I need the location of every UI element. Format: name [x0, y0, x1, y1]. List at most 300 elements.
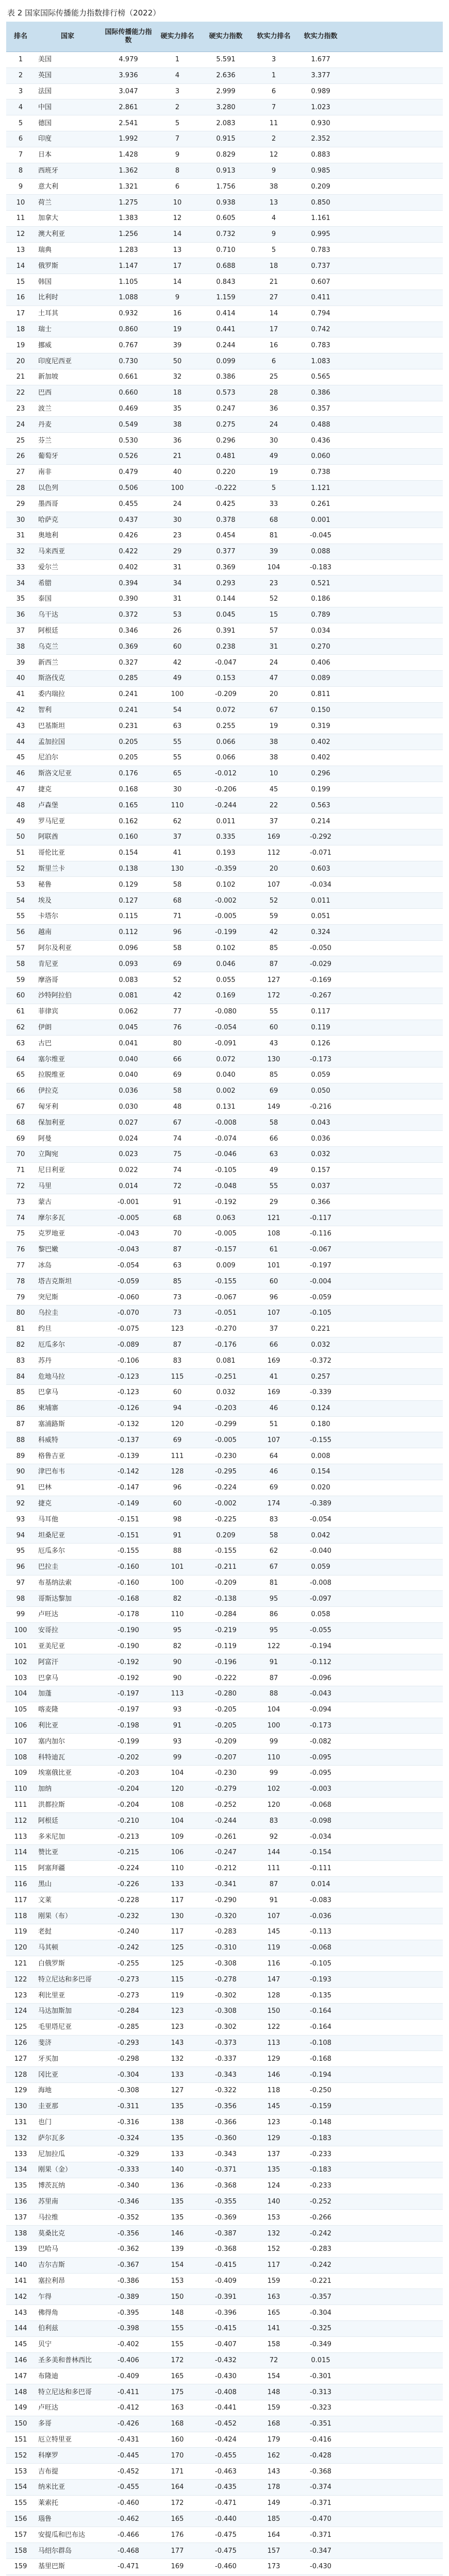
- cell-empty: [347, 1480, 443, 1496]
- cell-country: 南非: [35, 464, 100, 480]
- cell-hard-rank: 117: [157, 1892, 198, 1908]
- cell-index: -0.147: [100, 1480, 157, 1496]
- cell-soft-index: -0.168: [294, 2051, 347, 2067]
- cell-soft-rank: 164: [254, 2527, 294, 2543]
- ranking-table: [6, 22, 443, 2576]
- cell-country: 苏丹: [35, 1353, 100, 1369]
- table-row: [6, 861, 443, 877]
- cell-soft-index: -0.250: [294, 2083, 347, 2099]
- cell-soft-index: -0.194: [294, 2067, 347, 2083]
- cell-index: -0.452: [100, 2464, 157, 2480]
- table-row: [6, 2194, 443, 2210]
- cell-hard-rank: 1: [157, 52, 198, 68]
- cell-country: 加拿大: [35, 210, 100, 226]
- cell-rank: 127: [6, 2051, 35, 2067]
- cell-soft-index: -0.470: [294, 2511, 347, 2527]
- cell-hard-rank: 110: [157, 798, 198, 814]
- cell-hard-index: -0.471: [198, 2495, 254, 2511]
- table-row: [6, 2464, 443, 2480]
- table-row: [6, 226, 443, 242]
- cell-soft-index: -0.098: [294, 1813, 347, 1829]
- cell-index: 0.241: [100, 702, 157, 718]
- cell-index: 0.205: [100, 750, 157, 766]
- cell-rank: 65: [6, 1067, 35, 1083]
- cell-index: -0.228: [100, 1892, 157, 1908]
- cell-rank: 93: [6, 1512, 35, 1528]
- cell-soft-index: 0.037: [294, 1178, 347, 1194]
- cell-rank: 101: [6, 1638, 35, 1654]
- cell-soft-index: 0.180: [294, 1416, 347, 1432]
- cell-rank: 102: [6, 1654, 35, 1670]
- cell-soft-rank: 128: [254, 1988, 294, 2004]
- cell-rank: 45: [6, 750, 35, 766]
- cell-soft-rank: 121: [254, 1210, 294, 1226]
- cell-country: 危地马拉: [35, 1369, 100, 1385]
- cell-country: 斯洛伐克: [35, 671, 100, 687]
- table-row: [6, 1543, 443, 1559]
- cell-index: 0.469: [100, 401, 157, 417]
- cell-hard-index: -0.054: [198, 1020, 254, 1036]
- cell-soft-index: -0.112: [294, 1654, 347, 1670]
- table-row: [6, 1496, 443, 1512]
- cell-soft-index: 0.357: [294, 401, 347, 417]
- cell-empty: [347, 1020, 443, 1036]
- cell-soft-index: -0.416: [294, 2432, 347, 2448]
- cell-soft-rank: 178: [254, 2479, 294, 2495]
- cell-soft-index: -0.347: [294, 2543, 347, 2559]
- cell-hard-rank: 9: [157, 290, 198, 306]
- cell-empty: [347, 2083, 443, 2099]
- cell-empty: [347, 2527, 443, 2543]
- cell-soft-index: -0.095: [294, 1750, 347, 1766]
- cell-soft-index: 0.386: [294, 385, 347, 401]
- cell-empty: [347, 480, 443, 496]
- cell-soft-index: -0.371: [294, 2495, 347, 2511]
- cell-soft-rank: 72: [254, 2352, 294, 2368]
- cell-empty: [347, 1797, 443, 1813]
- cell-index: -0.226: [100, 1876, 157, 1892]
- cell-country: 肯尼亚: [35, 956, 100, 972]
- cell-rank: 120: [6, 1940, 35, 1956]
- cell-soft-index: 1.161: [294, 210, 347, 226]
- cell-empty: [347, 1813, 443, 1829]
- cell-rank: 63: [6, 1036, 35, 1052]
- cell-index: -0.213: [100, 1829, 157, 1845]
- cell-hard-rank: 163: [157, 2400, 198, 2416]
- cell-hard-rank: 88: [157, 1543, 198, 1559]
- cell-rank: 13: [6, 242, 35, 258]
- cell-soft-index: 0.186: [294, 591, 347, 607]
- cell-soft-index: -0.183: [294, 2130, 347, 2146]
- cell-soft-index: -0.267: [294, 988, 347, 1004]
- cell-soft-index: 0.411: [294, 290, 347, 306]
- cell-empty: [347, 2098, 443, 2114]
- cell-empty: [347, 448, 443, 464]
- cell-soft-index: -0.374: [294, 2479, 347, 2495]
- cell-index: -0.352: [100, 2210, 157, 2226]
- cell-index: 0.285: [100, 671, 157, 687]
- cell-country: 喀麦隆: [35, 1702, 100, 1718]
- cell-country: 安提瓜和巴布达: [35, 2527, 100, 2543]
- cell-index: 0.040: [100, 1052, 157, 1067]
- cell-empty: [347, 1226, 443, 1242]
- cell-empty: [347, 1337, 443, 1353]
- cell-hard-index: -0.244: [198, 798, 254, 814]
- cell-empty: [347, 131, 443, 147]
- cell-country: 吉尔吉斯: [35, 2257, 100, 2273]
- cell-country: 多米尼加: [35, 1829, 100, 1845]
- cell-soft-rank: 145: [254, 1924, 294, 1940]
- cell-hard-rank: 73: [157, 1305, 198, 1321]
- cell-index: -0.273: [100, 1988, 157, 2004]
- cell-hard-rank: 40: [157, 464, 198, 480]
- cell-hard-index: -0.359: [198, 861, 254, 877]
- cell-soft-rank: 102: [254, 1781, 294, 1797]
- table-row: [6, 2130, 443, 2146]
- cell-hard-index: 0.377: [198, 544, 254, 560]
- cell-country: 斐济: [35, 2035, 100, 2051]
- cell-hard-rank: 18: [157, 385, 198, 401]
- cell-soft-rank: 107: [254, 1908, 294, 1924]
- cell-rank: 82: [6, 1337, 35, 1353]
- cell-hard-rank: 69: [157, 1432, 198, 1448]
- cell-rank: 95: [6, 1543, 35, 1559]
- cell-country: 泰国: [35, 591, 100, 607]
- cell-soft-index: 0.011: [294, 893, 347, 909]
- cell-hard-index: 0.032: [198, 1384, 254, 1400]
- cell-hard-index: -0.209: [198, 686, 254, 702]
- cell-country: 墨西哥: [35, 496, 100, 512]
- cell-hard-index: -0.435: [198, 2479, 254, 2495]
- cell-index: -0.411: [100, 2384, 157, 2400]
- cell-rank: 69: [6, 1131, 35, 1147]
- cell-index: -0.402: [100, 2336, 157, 2352]
- cell-empty: [347, 1162, 443, 1178]
- cell-hard-rank: 48: [157, 1099, 198, 1115]
- cell-hard-rank: 5: [157, 115, 198, 131]
- cell-country: 亚美尼亚: [35, 1638, 100, 1654]
- cell-empty: [347, 1290, 443, 1306]
- cell-soft-index: -0.313: [294, 2384, 347, 2400]
- table-row: [6, 750, 443, 766]
- cell-index: -0.311: [100, 2098, 157, 2114]
- cell-index: -0.333: [100, 2162, 157, 2178]
- table-row: [6, 1290, 443, 1306]
- cell-rank: 155: [6, 2495, 35, 2511]
- cell-index: -0.412: [100, 2400, 157, 2416]
- cell-soft-index: -0.059: [294, 1290, 347, 1306]
- cell-soft-rank: 2: [254, 131, 294, 147]
- cell-empty: [347, 1512, 443, 1528]
- table-row: [6, 988, 443, 1004]
- cell-soft-rank: 19: [254, 464, 294, 480]
- cell-soft-rank: 95: [254, 1591, 294, 1607]
- cell-country: 中国: [35, 99, 100, 115]
- cell-hard-index: 0.391: [198, 623, 254, 639]
- cell-soft-rank: 85: [254, 1067, 294, 1083]
- table-row: [6, 893, 443, 909]
- cell-rank: 70: [6, 1146, 35, 1162]
- cell-empty: [347, 385, 443, 401]
- cell-empty: [347, 1353, 443, 1369]
- cell-hard-rank: 168: [157, 2416, 198, 2432]
- cell-empty: [347, 639, 443, 655]
- cell-hard-rank: 38: [157, 417, 198, 433]
- cell-hard-index: -0.280: [198, 1686, 254, 1702]
- cell-empty: [347, 814, 443, 829]
- cell-empty: [347, 2543, 443, 2559]
- cell-hard-index: -0.002: [198, 1496, 254, 1512]
- cell-soft-index: -0.349: [294, 2336, 347, 2352]
- cell-hard-rank: 30: [157, 512, 198, 528]
- cell-empty: [347, 544, 443, 560]
- cell-rank: 133: [6, 2146, 35, 2162]
- cell-soft-rank: 137: [254, 2146, 294, 2162]
- cell-soft-index: -0.283: [294, 2241, 347, 2257]
- cell-rank: 10: [6, 195, 35, 211]
- cell-soft-index: 0.521: [294, 575, 347, 591]
- cell-rank: 75: [6, 1226, 35, 1242]
- cell-soft-index: -0.004: [294, 1274, 347, 1290]
- cell-empty: [347, 655, 443, 671]
- cell-soft-index: -0.173: [294, 1718, 347, 1734]
- cell-soft-index: -0.111: [294, 1860, 347, 1876]
- table-row: [6, 2098, 443, 2114]
- cell-hard-index: -0.360: [198, 2130, 254, 2146]
- table-row: [6, 2558, 443, 2574]
- cell-hard-index: -0.356: [198, 2098, 254, 2114]
- cell-country: 黑山: [35, 1876, 100, 1892]
- table-row: [6, 1448, 443, 1464]
- cell-empty: [347, 2416, 443, 2432]
- table-row: [6, 1400, 443, 1416]
- cell-rank: 154: [6, 2479, 35, 2495]
- cell-index: 0.045: [100, 1020, 157, 1036]
- cell-index: 1.428: [100, 147, 157, 163]
- cell-soft-rank: 140: [254, 2194, 294, 2210]
- cell-index: 1.362: [100, 163, 157, 179]
- cell-soft-rank: 135: [254, 2162, 294, 2178]
- cell-index: 0.661: [100, 369, 157, 385]
- cell-hard-index: 0.573: [198, 385, 254, 401]
- cell-hard-index: 0.414: [198, 306, 254, 321]
- cell-country: 乌拉圭: [35, 1305, 100, 1321]
- table-row: [6, 2527, 443, 2543]
- cell-hard-index: -0.341: [198, 1876, 254, 1892]
- cell-country: 奥地利: [35, 528, 100, 544]
- cell-hard-index: -0.225: [198, 1512, 254, 1528]
- cell-rank: 9: [6, 179, 35, 195]
- cell-empty: [347, 496, 443, 512]
- cell-soft-rank: 127: [254, 972, 294, 988]
- cell-soft-rank: 37: [254, 1321, 294, 1337]
- cell-rank: 61: [6, 1004, 35, 1020]
- cell-index: 1.147: [100, 258, 157, 274]
- cell-empty: [347, 163, 443, 179]
- cell-empty: [347, 2511, 443, 2527]
- table-row: [6, 2479, 443, 2495]
- cell-soft-rank: 52: [254, 893, 294, 909]
- cell-hard-index: -0.047: [198, 655, 254, 671]
- cell-soft-index: 0.270: [294, 639, 347, 655]
- cell-hard-index: 0.193: [198, 845, 254, 861]
- cell-soft-rank: 150: [254, 2004, 294, 2020]
- cell-hard-index: -0.283: [198, 1924, 254, 1940]
- cell-rank: 76: [6, 1242, 35, 1258]
- cell-soft-rank: 81: [254, 1575, 294, 1591]
- cell-country: 意大利: [35, 179, 100, 195]
- cell-empty: [347, 718, 443, 734]
- col-header-rank: 排名: [6, 22, 35, 52]
- col-header-soft-index: 软实力指数: [294, 22, 347, 52]
- cell-hard-rank: 94: [157, 1400, 198, 1416]
- cell-soft-index: -0.183: [294, 560, 347, 575]
- cell-soft-rank: 59: [254, 909, 294, 925]
- table-row: [6, 1384, 443, 1400]
- table-row: [6, 909, 443, 925]
- cell-empty: [347, 258, 443, 274]
- cell-empty: [347, 734, 443, 750]
- cell-soft-rank: 153: [254, 2210, 294, 2226]
- cell-soft-index: 0.032: [294, 1146, 347, 1162]
- cell-soft-rank: 58: [254, 1528, 294, 1544]
- table-row: [6, 417, 443, 433]
- cell-rank: 159: [6, 2558, 35, 2574]
- cell-hard-index: -0.205: [198, 1702, 254, 1718]
- cell-country: 阿根廷: [35, 1813, 100, 1829]
- cell-empty: [347, 2019, 443, 2035]
- cell-country: 突尼斯: [35, 1290, 100, 1306]
- cell-country: 利比亚: [35, 1718, 100, 1734]
- cell-empty: [347, 1099, 443, 1115]
- cell-index: 0.027: [100, 1115, 157, 1131]
- cell-country: 韩国: [35, 274, 100, 290]
- cell-hard-index: -0.105: [198, 1162, 254, 1178]
- cell-soft-rank: 31: [254, 639, 294, 655]
- cell-empty: [347, 1369, 443, 1385]
- cell-soft-rank: 88: [254, 1686, 294, 1702]
- cell-empty: [347, 1004, 443, 1020]
- cell-rank: 24: [6, 417, 35, 433]
- table-row: [6, 591, 443, 607]
- cell-soft-rank: 55: [254, 1004, 294, 1020]
- cell-soft-rank: 159: [254, 2400, 294, 2416]
- cell-index: -0.178: [100, 1607, 157, 1623]
- cell-empty: [347, 2114, 443, 2130]
- cell-hard-index: -0.155: [198, 1274, 254, 1290]
- cell-hard-index: -0.302: [198, 2019, 254, 2035]
- cell-soft-index: 0.020: [294, 1480, 347, 1496]
- cell-soft-rank: 123: [254, 2114, 294, 2130]
- cell-country: 基里巴斯: [35, 2558, 100, 2574]
- cell-hard-index: 0.009: [198, 1258, 254, 1274]
- cell-country: 比利时: [35, 290, 100, 306]
- table-row: [6, 1099, 443, 1115]
- table-row: [6, 1131, 443, 1147]
- cell-hard-index: -0.371: [198, 2162, 254, 2178]
- cell-hard-rank: 3: [157, 83, 198, 99]
- table-row: [6, 1988, 443, 2004]
- cell-rank: 52: [6, 861, 35, 877]
- cell-soft-rank: 20: [254, 861, 294, 877]
- cell-hard-rank: 31: [157, 560, 198, 575]
- cell-hard-rank: 170: [157, 2448, 198, 2464]
- cell-index: -0.468: [100, 2543, 157, 2559]
- cell-soft-index: -0.351: [294, 2416, 347, 2432]
- cell-country: 刚果（布）: [35, 1908, 100, 1924]
- cell-empty: [347, 1956, 443, 1972]
- cell-hard-index: 1.159: [198, 290, 254, 306]
- cell-soft-index: 0.563: [294, 798, 347, 814]
- cell-rank: 30: [6, 512, 35, 528]
- cell-country: 约旦: [35, 1321, 100, 1337]
- cell-hard-index: -0.067: [198, 1290, 254, 1306]
- cell-soft-rank: 172: [254, 988, 294, 1004]
- cell-country: 智利: [35, 702, 100, 718]
- table-row: [6, 766, 443, 782]
- cell-hard-rank: 113: [157, 1686, 198, 1702]
- cell-soft-index: -0.173: [294, 1052, 347, 1067]
- cell-soft-rank: 5: [254, 480, 294, 496]
- cell-empty: [347, 1115, 443, 1131]
- cell-hard-rank: 2: [157, 99, 198, 115]
- cell-empty: [347, 909, 443, 925]
- table-row: [6, 2273, 443, 2289]
- cell-rank: 46: [6, 766, 35, 782]
- cell-hard-rank: 106: [157, 1845, 198, 1861]
- cell-soft-rank: 51: [254, 1416, 294, 1432]
- cell-hard-index: 0.255: [198, 718, 254, 734]
- cell-country: 苏里南: [35, 2194, 100, 2210]
- cell-hard-index: 0.244: [198, 337, 254, 353]
- cell-rank: 126: [6, 2035, 35, 2051]
- cell-soft-rank: 101: [254, 1258, 294, 1274]
- cell-rank: 56: [6, 924, 35, 940]
- table-row: [6, 639, 443, 655]
- cell-index: -0.123: [100, 1369, 157, 1385]
- cell-index: -0.204: [100, 1797, 157, 1813]
- cell-index: -0.324: [100, 2130, 157, 2146]
- cell-hard-rank: 136: [157, 2178, 198, 2194]
- cell-hard-rank: 74: [157, 1131, 198, 1147]
- cell-rank: 105: [6, 1702, 35, 1718]
- cell-country: 塞内加尔: [35, 1734, 100, 1750]
- cell-hard-index: -0.278: [198, 1972, 254, 1988]
- cell-country: 黎巴嫩: [35, 1242, 100, 1258]
- table-row: [6, 2320, 443, 2336]
- cell-country: 德国: [35, 115, 100, 131]
- cell-soft-rank: 122: [254, 2019, 294, 2035]
- cell-empty: [347, 512, 443, 528]
- cell-soft-rank: 111: [254, 1860, 294, 1876]
- cell-soft-index: -0.339: [294, 1384, 347, 1400]
- table-row: [6, 163, 443, 179]
- cell-index: -0.060: [100, 1290, 157, 1306]
- cell-rank: 43: [6, 718, 35, 734]
- cell-hard-index: -0.048: [198, 1178, 254, 1194]
- cell-rank: 36: [6, 607, 35, 623]
- cell-rank: 96: [6, 1559, 35, 1575]
- table-row: [6, 1702, 443, 1718]
- table-row: [6, 623, 443, 639]
- cell-empty: [347, 1083, 443, 1099]
- cell-hard-index: -0.203: [198, 1400, 254, 1416]
- cell-soft-index: 0.058: [294, 1607, 347, 1623]
- cell-soft-index: -0.357: [294, 2289, 347, 2305]
- table-row: [6, 1115, 443, 1131]
- cell-country: 柬埔寨: [35, 1400, 100, 1416]
- cell-soft-index: -0.292: [294, 829, 347, 845]
